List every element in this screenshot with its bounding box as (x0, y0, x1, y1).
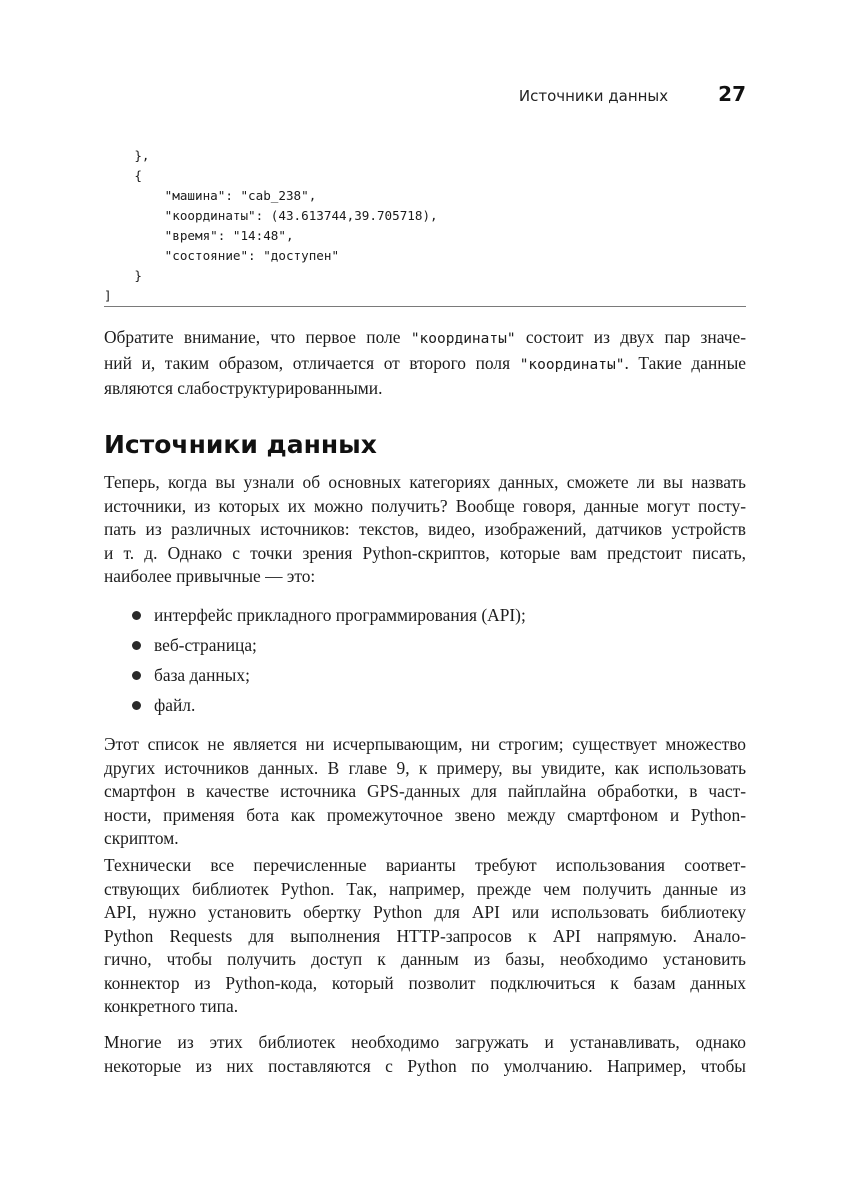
text-line: Теперь, когда вы узнали об основных категориях данных, сможете ли вы назвать (104, 472, 746, 492)
code-line: "координаты": (43.613744,39.705718), (104, 208, 438, 223)
text-line: гично, чтобы получить доступ к данным из базы, необходимо установить (104, 949, 746, 969)
paragraph-install (104, 1031, 746, 1078)
code-line: } (104, 268, 142, 283)
text-line: и т. д. Однако с точки зрения Python-скриптов, которые вам предстоит писать, (104, 542, 746, 563)
page-number: 27 (718, 82, 746, 106)
paragraph-list-note (104, 733, 746, 851)
text-line: источники, из которых их можно получить? Вообще говоря, данные могут посту- (104, 495, 746, 516)
text-line: других источников данных. В главе 9, к примеру, вы увидите, как использовать (104, 757, 746, 778)
text-line: смартфон в качестве источника GPS-данных для пайплайна обработки, в част- (104, 781, 746, 801)
sources-list (104, 600, 746, 720)
bullet-icon (132, 641, 141, 650)
code-line: }, (104, 148, 150, 163)
code-listing (104, 146, 746, 306)
text-line: конкретного типа. (104, 996, 239, 1016)
inline-code: "координаты" (410, 331, 516, 347)
text-line: скриптом. (104, 828, 179, 848)
text-line: ности, применяя бота как промежуточное звено между смартфоном и Python- (104, 804, 746, 825)
bullet-icon (132, 701, 141, 710)
text-line: являются слабоструктурированными. (104, 378, 383, 398)
book-page (104, 0, 746, 1200)
text-line: наиболее привычные — это: (104, 566, 316, 586)
paragraph-libraries (104, 854, 746, 1019)
running-header (104, 82, 746, 106)
paragraph-note (104, 326, 746, 401)
list-item: файл. (104, 690, 746, 720)
inline-code: "координаты" (519, 356, 625, 373)
code-line: { (104, 168, 142, 183)
code-divider (104, 306, 746, 307)
text-line: Python Requests для выполнения HTTP-запросов к API напрямую. Анало- (104, 925, 746, 946)
bullet-icon (132, 611, 141, 620)
text-line: Обратите внимание, что первое поле "координаты" состоит из двух пар значе- (104, 327, 746, 347)
list-item: интерфейс прикладного программирования (API); (104, 600, 746, 630)
text-line: Этот список не является ни исчерпывающим, ни строгим; существует множество (104, 734, 746, 754)
text-line: ний и, таким образом, отличается от второго поля "координаты". Такие данные (104, 352, 746, 373)
code-line: "состояние": "доступен" (104, 248, 340, 263)
text-line: пать из различных источников: текстов, видео, изображений, датчиков устройств (104, 519, 746, 539)
list-item: база данных; (104, 660, 746, 690)
paragraph-intro (104, 471, 746, 589)
text-line: Многие из этих библиотек необходимо загружать и устанавливать, однако (104, 1032, 746, 1052)
text-line: некоторые из них поставляются с Python по умолчанию. Например, чтобы (104, 1055, 746, 1076)
code-line: "машина": "cab_238", (104, 188, 317, 203)
bullet-icon (132, 671, 141, 680)
text-line: Технически все перечисленные варианты требуют использования соответ- (104, 855, 746, 875)
text-line: коннектор из Python-кода, который позволит подключиться к базам данных (104, 972, 746, 993)
running-title: Источники данных (518, 87, 669, 105)
section-heading: Источники данных (104, 430, 377, 459)
code-line: "время": "14:48", (104, 228, 294, 243)
text-line: ствующих библиотек Python. Так, например, прежде чем получить данные из (104, 878, 746, 899)
code-line: ] (104, 288, 112, 303)
text-line: API, нужно установить обертку Python для API или использовать библиотеку (104, 902, 746, 922)
list-item: веб-страница; (104, 630, 746, 660)
